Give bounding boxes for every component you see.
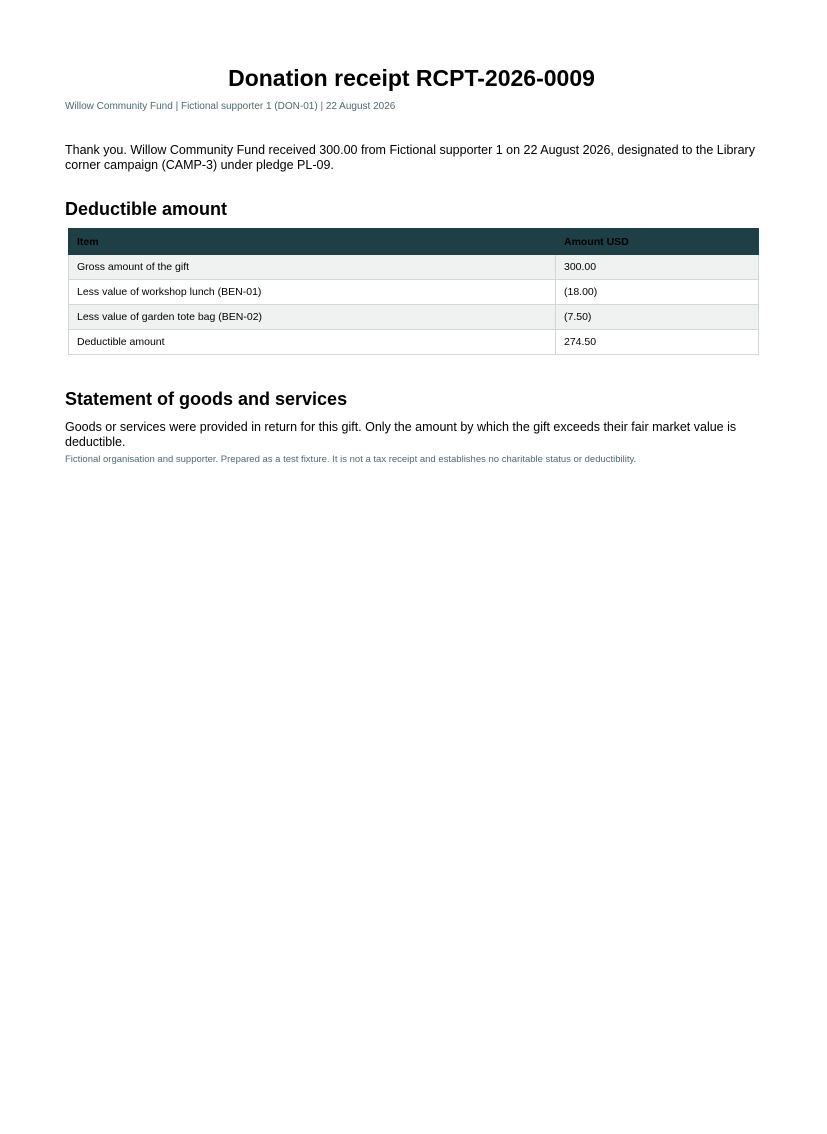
row-amount: (18.00) xyxy=(556,280,759,305)
table-row xyxy=(69,305,759,330)
statement-body: Goods or services were provided in return for this gift. Only the amount by which the gift exceeds their fair market value is deductible. xyxy=(65,420,737,449)
table-row xyxy=(69,330,759,355)
deductible-heading: Deductible amount xyxy=(65,199,228,219)
row-item: Less value of workshop lunch (BEN-01) xyxy=(69,280,556,305)
statement-heading: Statement of goods and services xyxy=(65,389,348,409)
row-item: Deductible amount xyxy=(69,330,556,355)
receipt-meta-line: Willow Community Fund | Fictional supporter 1 (DON-01) | 22 August 2026 xyxy=(65,101,396,112)
row-amount: 274.50 xyxy=(556,330,759,355)
receipt-title: Donation receipt RCPT-2026-0009 xyxy=(228,65,595,91)
receipt-page xyxy=(0,64,827,1134)
row-item: Gross amount of the gift xyxy=(69,255,556,280)
table-row xyxy=(69,255,759,280)
column-header-item: Item xyxy=(69,229,556,255)
table-row xyxy=(69,280,759,305)
receipt-intro: Thank you. Willow Community Fund received 300.00 from Fictional supporter 1 on 22 August 2026, designated to the Library corner campaign (CAMP-3) under pledge PL-09. xyxy=(65,143,755,172)
fixture-footnote: Fictional organisation and supporter. Prepared as a test fixture. It is not a tax receipt and establishes no charitable status or deductibility. xyxy=(65,454,637,465)
row-amount: 300.00 xyxy=(556,255,759,280)
table-header-row xyxy=(69,229,759,255)
deductible-table xyxy=(68,228,759,355)
row-item: Less value of garden tote bag (BEN-02) xyxy=(69,305,556,330)
row-amount: (7.50) xyxy=(556,305,759,330)
column-header-amount: Amount USD xyxy=(556,229,759,255)
